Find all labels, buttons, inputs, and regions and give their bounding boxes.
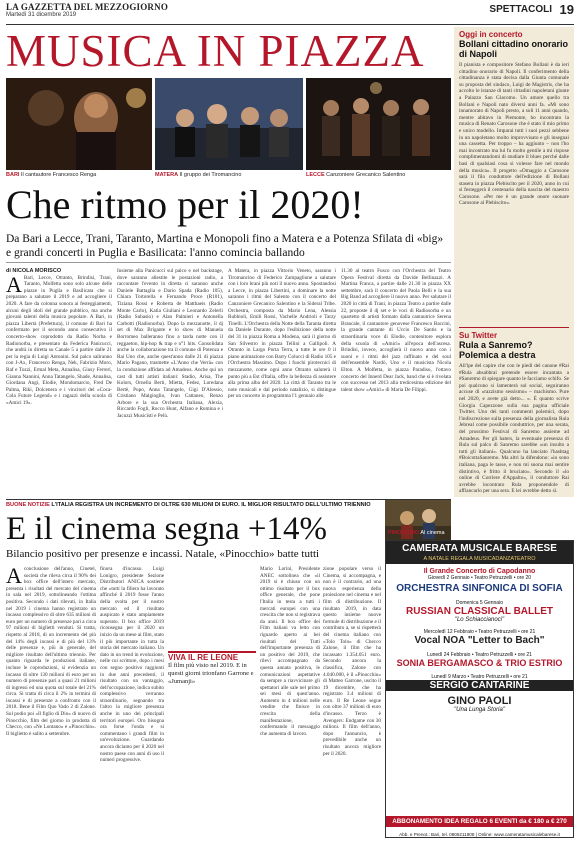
ad-event4-name: SONIA BERGAMASCO & TRIO ESTRIO [396, 658, 563, 668]
main-article-column-1 [6, 268, 112, 496]
article-divider [6, 262, 451, 263]
sidebar-title-2: Rula a Sanremo? Polemica a destra [459, 340, 536, 360]
sidebar-text-2: All'ipe del capire che con le piedi del canone #Rai #Rula ahsabbrai pretende essere incantata a #Sanremo di spiegare quanto le facciamo schifo. Se poi qualcuno si lamenterà sul social, seguiranno accuse di «razzismo sessismo» – machismo. Pure nel 2020, e avete già detto... ». È quanto scrive Giorgia Capezzone sulla sua pagina ufficiale Twitter. Uno dei tanti commenti polemici, dopo l'indiscrezione sulla presenza della giornalista Rula Jebreal come possibile conduttrice, per una serata, del prossimo Festival di Sanremo assieme ad Amadeus. Per gli haters, la eventuale presenza di Rula sul palco di Sanremo sarebbe «un insulto a tutti gli italiani». Qualcuno ha lanciato l'hashtag #BoicottaSanremo. Ma altri la difendono: «io sono italiana, paga le tasse, e non mi suona mai sentire distintivo, è fritto il bruciato». Secondo il «lo online di Corriere d'Appalto», il conduttore Rai avrebbe incontrato Rula proponendole di affiancarlo per una sera. E lei avrebbe detto sì. [459, 363, 569, 495]
masthead [6, 2, 446, 22]
photo-renga [6, 78, 152, 170]
cinema-column-3-top [168, 566, 256, 648]
sidebar-text-1: Il pianista e compositore Stefano Bollani è da ieri cittadino onorario di Napoli. Il conferimento della cittadinanza è stata decisa dalla Giunta comunale su proposta del sindaco, Luigi de Magistris, che ha accolto le istanze di tanti cittadini napoletani giunte a Palazzo San Giacomo. Un amore quello tra Bollani e Napoli nato diversi anni fa. «Mi sono innamorato di Napoli presto, a soli 11 anni quando, mentre abitavo in Piemonte, ho incontrato la musica di Renato Carosone che è stato il mio primo e unico modello. Imparai tutti i suoi pezzi sebbene in un napoletano molto improvvisato e gli insegnai una cassetta. Per troppo – ha aggiunto – non l'ho mai incontrato ma lui fu molto gentile a mi rispose complimentandomi di studiare il blues perché dalle basi di qualsiasi cosa si volesse fare nel mondo della musica». Il progetto «Omaggio a Carosone sarà il filo conduttore dell'edizione di Bollani stasera in piazza Plebiscito per il 2020, anno in cui si festeggerà il centenario della nascita del maestro Carosone. «Per me è un grande onore suonare Carosone al Plebiscito». [459, 62, 569, 207]
photo-caption-matera [155, 172, 241, 179]
ad-event3-name: Vocal NOA "Letter to Bach" [414, 635, 545, 646]
main-article-column-4: 11.30 al teatro Fusco con l'Orchestra del Teatro Opera Festival diretta da Davide Bellinazzi. A Martina Franca, a partire dalle 21.30 in piazza XX settembre, sarà il concerto del Paola Belli e la sua Big Band ad accogliere il nuovo anno. Per salutare il 2020 in città di Trani, in piazza Teatro a partire dalle 22, proposte il dj set e le voci di Radiosorba e un quartetto di artisti formato dalla cantautrice Serena Brancale, il cantautore genovese Francesco Baccini, la grande cantante di Uccio De Santis e la straordinaria voce di Elodie, contenitore esplora della scuola di «Amici» all'epoca dell'ascesa. Brindisi, invece, accoglierà il nuovo anno con i suoni e i ritmi del jazz raffinato e del soul dell'ensemble Nardò, Uno e il musicista Nicola Elton. A Molfetta, in piazza Paradiso, l'ottavo concerto del Innerd Dear Jack, band che si è rivelata con successo nel 2013 alla tredicesima edizione del talent show «Amici» di Maria De Filippi. [341, 268, 451, 393]
section-label: SPETTACOLI [489, 4, 552, 15]
kicker-text: L'ITALIA REGISTRA UN INCREMENTO DI OLTRE 630 MILIONI DI EURO. IL MIGLIOR RISULTATO DELL'ULTIMO TRIENNIO [51, 502, 371, 508]
column-text: Bari, Lecce, Otranto, Brindisi, Trani, Taranto, Molfetta sono solo alcune delle piazze in Puglia e Basilicata che si preparano a salutare il 2019 e ad accogliere il 2020. A fare da colonna sonora ai festeggiamenti, alcuni degli idoli del grande pubblico, ma anche giovani talenti della musica popolare. A Bari, in piazza Libertà (Prefettura), il comune di Bari ha confermato per il secondo anno consecutivo il concerto-show coprodotto da Radio Norba e Radionorba, e presentato da Federica Panicucci, che andrà in diretta su Canale 5 a partire dalle 21 per la regia di Luigi Antonini. Sul palco saliranno con J-Ax, Francesco Renga, Nek, Fabrizio Moro, Raf e Tozzi, Ermal Meta, Annalisa, Giusy Ferreri, Gianna Nannini, Anna Tatangelo, Shade, Annalisa, Giordana Angi, Elodie, Mondomarcio, Fred De Palma, Riki, Dolcenera e i vincitori del «Coca-Cola Future Legend» e i ragazzi della scuola di «Amici 19». [6, 274, 112, 406]
ad-event6-sub: "Una Lunga Storia" [454, 707, 505, 713]
caption-city: MATERA [155, 172, 179, 178]
ad-event1-head: Il Grande Concerto di Capodanno [423, 568, 536, 575]
main-subhead: Da Bari a Lecce, Trani, Taranto, Martina e Monopoli fino a Matera e a Potenza Sfilata di «big» e grandi concerti in Puglia e Basilicata: l'anno comincia ballando [6, 233, 444, 259]
cinema-column-4: zione popolare verso il Cinema, si accompagna, e non è il contrario, ad una nuova esperienza della proiezione nel cinema e nel film di distribuzione. Il risultato 2019, in data questo insieme nuove formule di distribuzione e il contributo a, se si rispetterà del cinema italiano con «Tolo Tolo» di Checco Zalone, il film che ha incassato 1.354.051 euro. Secondo ancora la classifica, Zalone con 4.040.000, è il «Pinocchio» di Matteo Garrone, uscito il 19 dicembre, che ha registrato 3.4 milioni di euro. Il Re Leone segue con oltre 37 milioni di euro d'incasso. Terzo è Avengers: Endgame con 30 milioni. Il film dell'anno, dopo l'annuncio, è prevedibile anche un risultato ancora migliore per il 2020. [323, 566, 381, 757]
kicker-lead: BUONE NOTIZIE [6, 502, 50, 508]
main-headline: Che ritmo per il 2020! [6, 182, 364, 227]
pinocchio-caption [388, 530, 445, 537]
ad-event4-date: Lunedì 24 Febbraio • Teatro Petruzzelli • ore 21 [427, 652, 532, 658]
photo-caption-bari [6, 172, 96, 179]
cinema-column-2: finora d'incasso. Luigi Lonigro, presidente Sezione Distributori ANICA sostiene che «tutti la filiera ha lavorato affinché il 2019 fosse l'anno della svolta per il nostro mercato ed il risultato auspicato è stato ampiamente superato. Il box office 2019 riconsegna per il 2020 un inizio da un mese ai film, stato il più importante in tutta la storia del mercato italiano. Un dato in un trend in evoluzione, nelle cui scritture, dopo i mesi con segno positivo raggiunti in due anni precedenti, il risultato con un vantaggio, dell'occupazione, indica subito complessivo verranno straordinario, segnando tra l'altro la migliore presenza anche in uno dei principali territori europei. Oro bisogna ora forse l'onda e si commentano i grandi film in un'evoluzione. Guardando ancora diciamo per il 2020 nel nostro paese con anni di uso il numeri progressive. [100, 566, 164, 764]
boxout-title: VIVA IL RE LEONE [168, 653, 239, 662]
section-title: MUSICA IN PIAZZA [6, 26, 425, 76]
photo-caption-lecce [306, 172, 405, 179]
caption-text: Canzoniere Grecanico Salentino [326, 172, 406, 178]
ad-event2-head: Domenica 5 Gennaio [456, 600, 503, 606]
ad-event1-name: ORCHESTRA SINFONICA DI SOFIA [396, 583, 563, 594]
photo-canzoniere-image [306, 78, 451, 170]
advertisement[interactable] [385, 540, 574, 838]
ad-event2-sub: "Lo Schiaccianoci" [454, 617, 505, 623]
header-rule [6, 24, 574, 25]
issue-date: Martedì 31 dicembre 2019 [6, 12, 77, 18]
caption-text: Il gruppo dei Tiromancino [179, 172, 242, 178]
column-text: conclusione dell'anno, Cinetel, società che rileva circa il 90% dei box office dell'intero mercato, presenta i risultati del mercato del cinema in sala nel 2019, sottolineando l'ottima positiva. Secondo i dati rilevati, in Italia nel 2019 i cinema hanno registrato un incasso complessivo di oltre 635 milioni di euro per un numero di presenze pari a circa 97 milioni di biglietti venduti. Si tratta, rispetto al 2018, di un incremento del più del 14% degli incassi e di più del 13% delle presenze e, più in generale, del migliore risultato dell'ultimo triennio. Per quanto riguarda le produzioni italiane, incluse le coproduzioni, si evidenzia un incasso di oltre 130 milioni di euro per un numero di presenze pari a quasi 21 milioni di ingressi ed una quota sul totale del 21% circa. Si tratta di circa il 2% in termini di incassi e di presenze a confronto con il 2018. Bene il Film Quo Vado 2 di Zalone. Sul podio poi «Il figlio di Dio» di nuovo di Pinocchio, film del giorno in prodotta di Checco, con «Ne Lontano» e «Pinocchio». Il biglietto è salito a settembre. [6, 566, 96, 737]
sidebar-kicker-1: Oggi in concerto [459, 30, 523, 39]
dropcap: A [6, 271, 22, 297]
photo-renga-image [6, 78, 152, 170]
newspaper-name: LA GAZZETTA DEL MEZZOGIORNO [6, 2, 169, 12]
ad-subtitle: A NATALE REGALA MUSICADANZATEATRO [386, 555, 573, 564]
dropcap: A [6, 566, 22, 588]
cinema-headline: E il cinema segna +14% [6, 511, 328, 547]
ad-title: CAMERATA MUSICALE BARESE [386, 541, 573, 555]
byline: di NICOLA MORISCO [6, 268, 62, 274]
ad-event5-name: SERGIO CANTARINE [386, 680, 573, 691]
photo-canzoniere [306, 78, 451, 170]
boxout-text: Il film più visto nel 2019. E in questi giorni trionfano Garrone e «Jumanji» [168, 662, 254, 685]
ad-event6-name: GINO PAOLI [447, 695, 512, 707]
caption-city: BARI [6, 172, 20, 178]
cinema-column-3: Mario Lorini, Presidente ANEC sottolinea che «il 2019 si è chiuso con un ottimo risultato per il box office generale, che pone l'Italia in testa a tutti i mercati europei con una crescita che non si registrava da anni. Il box office dei Film italiani va letto con riguardo aperto ai bei risultati del Tutti dell'importante presenza di un positivo del 2019, che rilevi accompagnato da questa annata positiva, le comunicazioni aspettative da sempre a riavvicinare gli spettatori alle sale nel primo sei mesi di quest'anno. Aumento in 4 milioni nelle vendite che finisce in crescita della manifestazione, confermando il messaggio che aumenta di lavoro. [260, 566, 320, 737]
caption-text: Il cantautore Francesco Renga [20, 172, 97, 178]
sidebar-divider [459, 327, 569, 328]
sidebar-kicker-2: Su Twitter [459, 331, 498, 340]
page-number: 19 [559, 2, 574, 17]
caption-label: PINOCCHIO [388, 530, 420, 536]
ad-event2-name: RUSSIAN CLASSICAL BALLET [405, 606, 554, 617]
ad-event1-date: Giovedì 2 Gennaio • Teatro Petruzzelli • ore 20 [427, 575, 532, 581]
photo-tiromancino-image [155, 78, 303, 170]
ad-footer: ABBONAMENTO IDEA REGALO 6 EVENTI da € 180 a € 270 [386, 816, 573, 827]
caption-city: LECCE [306, 172, 325, 178]
photo-tiromancino [155, 78, 303, 170]
ad-event3-date: Mercoledì 12 Febbraio • Teatro Petruzzelli • ore 21 [423, 629, 536, 635]
main-article-column-2: Insieme alla Panicucci sul palco e nel backstage, dove saranno allestite le postazioni radio, a raccontare l'evento in diretta ci saranno anche Daniele Battaglia e Dario Spada (Radio 105), Chiara Tortorella e Fernando Proce (R101), Tiziana Rossi e Roberta de Matthaeis (Radio Monte Carlo), Katia Giuliani e Leonardo Zelerli (Radio Subasio) e Alan Palmieri e Antonella Carbotti (Radionorba). Dopo la mezzanotte, il dj set di Max Brigante e lo show di Manuela Borromeo balleranno fino a tarda notte con il reggaeton, hip-hop & trap e n°1 hits. Consolidata anche la collaborazione tra il comune di Potenza e Rai Uno che, anche quest'anno dalle 21 di piazza Mario Pagano, trasmette «L'Anno che Verrà» con la conduzione affidata ad Amadeus. Anche qui un cast di tutti artisti italiani: Stadio, Arisa, The Kolors, Ornella Berti, Mietta, Fedez, Loredana Bertè, Pupo, Anna Tatangelo, Gigi D'Alessio, Cristiano Malgioglio, Ivan Cattaneo, Renzo Arbore e la sua Orchestra Italiana, Alexia, Riccardo Fogli, Rocco Hunt, Alfano e Romina e i Jacuzzi Musicisti e Pelù. [117, 268, 223, 420]
sidebar-title-1: Bollani cittadino onorario di Napoli [459, 39, 569, 59]
ad-event5-date: Lunedì 9 Marzo • Teatro Petruzzelli • ore 21 [431, 674, 528, 680]
boxout [168, 651, 256, 713]
cinema-subhead: Bilancio positivo per presenze e incassi. Natale, «Pinocchio» batte tutti [6, 548, 320, 560]
main-article-column-3: A Matera, in piazza Vittorio Veneto, saranno i Tiromancino di Federico Zampaglione a salutare con i loro brani più noti il nuovo anno. Spostandosi a Lecce, in piazza Libertini, a dominare la notte saranno i ritmi del Salento con il concerto del Canzoniere Grecanico Salentino e la Sideral Tribe. Orchestra, composta da Mario Lena, Alessia Rubbioli, Emili Rossi, Vachelle Andrioli e Tarzy Tinelli. L'Orchestra della Notte della Taranta diretta da Daniele Durante, dopo l'esibizione della notte del 31 in piazza Roma a Modena, sarà il giorno di San Silvestro in piazza Tellini a Gallipoli. A Otranto in Largo Porta Terra, a tutte le ore 0 il piano animazione con Barry Colucci di Radio 105 e l'Orchestra Massimo. Dopo i fuochi pirotecnici di mezzanotte, come ogni anno Otranto saluterà il punto più a Est d'Italia, offre la bellezza di assistere alla prima alba del 2020. La città di Taranto tra le note musicali e dal periodo natalizio, si distingue per un concerto in programma l'1 gennaio alle [228, 268, 336, 400]
sidebar [454, 27, 574, 497]
ad-contact[interactable]: Abb. e Prenot.: Bari, tel. 0805211908 | Online: www.cameratamusicalebarese.it [399, 832, 560, 837]
cinema-column-1 [6, 566, 96, 836]
caption-text: Al cinema [420, 530, 445, 536]
